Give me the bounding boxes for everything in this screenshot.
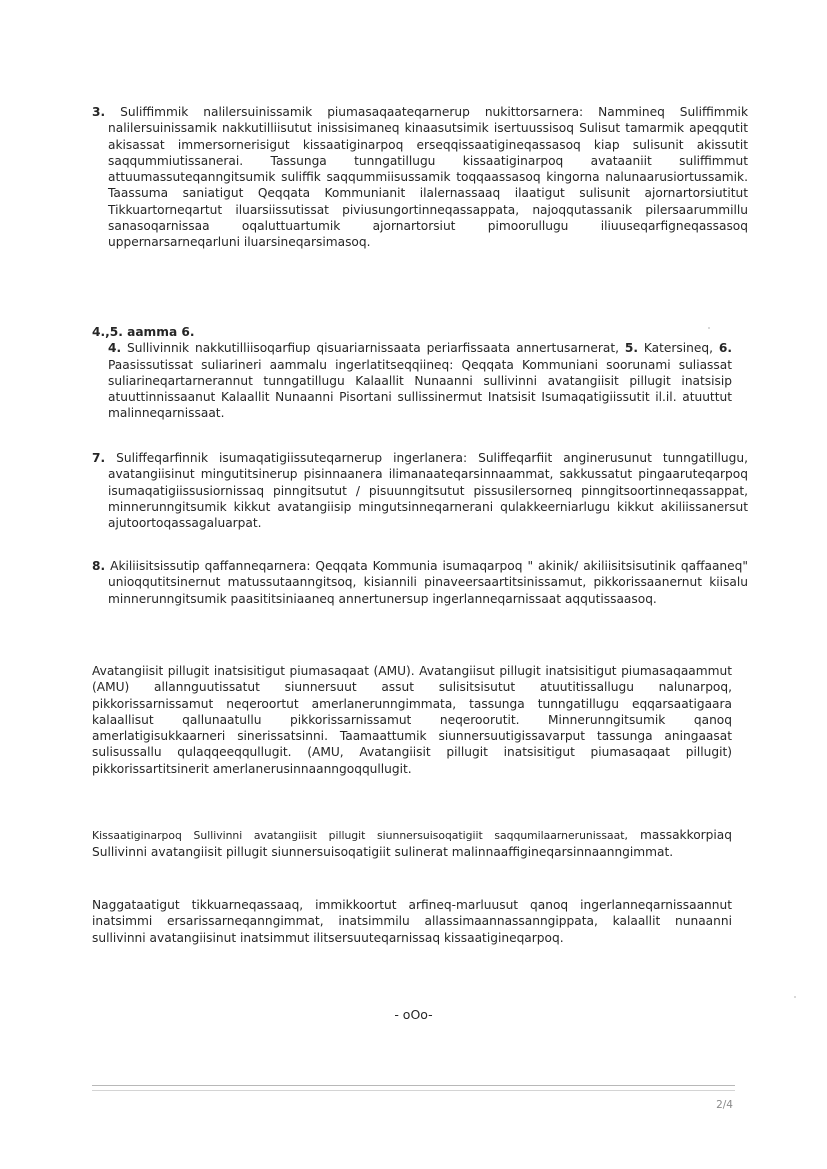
item-8-text: Akiliisitsissutip qaffanneqarnera: Qeqqata Kommunia isumaqarpoq " akinik/ akiliisitsisutinik qaffaaneq" unioqqutitsinernut matussutaanngitsoq, kisiannili pinaveersaartitsinissamut, pikkorissaanernut kiisalu minnerunngitsumik paasititsiniaaneq annertunersup ingerlanneqarnissaat aqqutissaasoq. <box>108 559 748 606</box>
footer-rule <box>92 1085 735 1086</box>
council-wish-lead: Kissaatiginarpoq Sullivinni avatangiisit pillugit siunnersuisoqatigiit saqqumilaarnerunissaat, <box>92 829 628 842</box>
item-7 <box>92 450 748 531</box>
items-4-5-6 <box>92 324 732 422</box>
item-8 <box>92 558 748 607</box>
items-4-5-6-body <box>92 340 732 421</box>
item-5-number: 5. <box>624 341 639 356</box>
council-wish-paragraph <box>92 827 732 861</box>
item-6-text: Paasissutissat suliarineri aammalu ingerlatitseqqiineq: Qeqqata Kommuniani soorunami suliassat suliarineqartarnerannut tunngatillugu Kalaallit Nunaanni sullivinni avatangiisit pillugit inatsisip atuuttinnissaanut Kalaallit Nunaanni Pisortani sullissinermut Inatsisit Isumaqatigiissutit il.il. atuuttut malinneqarnissaat. <box>108 357 732 421</box>
scan-speck <box>794 996 796 998</box>
item-7-text: Suliffeqarfinnik isumaqatigiissuteqarnerup ingerlanera: Suliffeqarfiit anginerusunut tunngatillugu, avatangiisinut mingutitsinerup pisinnaanera ilimanaateqarsinnaammat, sakkussatut pingaaruteqarpoq isumaqatigiissusiornissaq pinngitsutut / pisuunngitsutut pissusilersorneq pinngitsoortinneqassappat, minnerunngitsumik kikkut avatangiisip mingutsinneqarnerani qulakkeerniarlugu kikkut akiliissanersut ajutoortoqassagaluarpat. <box>108 451 748 531</box>
item-3-text: Suliffimmik nalilersuinissamik piumasaqaateqarnerup nukittorsarnera: Nammineq Suliffimmik nalilersuinissamik nakkutilliisutut inissisimaneq kinaasutsimik isertuussisoq Sulisut tamarmik apeqqutit akisassat immersornerisigut kissaatiginarpoq erseqqissaatigineqassasoq kiap sulisunit akissutit saqqummiutissanerai. Tassunga tunngatillugu kissaatiginarpoq avataaniit suliffimmut attuumassuteqanngitsumik suliffik saqqummiisussamik toqqaassasoq kingorna nalunaarusiortussamik. Taassuma saniatigut Qeqqata Kommunianit ilalernassaaq ilaatigut sulisunit ajornartorsiutitut Tikkuartorneqartut iluarsiissutissat piviusungortinneqassappata, najoqqutassanik pilersaarummillu sanasoqarnissaa oqaluttuartumik ajornartorsiut pimoorullugu iliuuseqarfigneqassasoq uppernarsarneqarluni iluarsineqarsimasoq. <box>108 105 748 250</box>
page-number: 2/4 <box>716 1099 733 1111</box>
item-8-number: 8. <box>92 559 106 573</box>
amu-paragraph <box>92 663 732 777</box>
amu-paragraph-text: Avatangiisit pillugit inatsisitigut piumasaqaat (AMU). Avatangiisut pillugit inatsisitigut piumasaqaammut (AMU) allannguutissatut siunnersuut assut sulisitsisutut atuutitissallugu nalunarpoq, pikkorissarnissamut neqeroortut amerlanerunngimmata, tassunga tunngatillugu eqqarsaatigaara kalaallisut qallunaatullu pikkorissarnissamut neqeroorutit. Minnerunngitsumik qanoq amerlatigisukkaarneri sinerissatsinni. Taamaattumik siunnersuutigissavarput tassunga aningaasat sulisussallu qulaqqeeqqullugit. (AMU, Avatangiisit pillugit inatsisitigut piumasaqaat pillugit) pikkorissartitsinerit amerlanerusinnaanngoqqullugit. <box>92 664 732 776</box>
item-7-number: 7. <box>92 451 106 465</box>
item-3 <box>92 104 748 251</box>
closing-paragraph <box>92 897 732 946</box>
items-4-5-6-heading: 4.,5. aamma 6. <box>92 325 195 339</box>
item-3-number: 3. <box>92 105 106 119</box>
council-wish-rest: massakkorpiaq Sullivinni avatangiisit pillugit siunnersuisoqatigiit sulinerat malinnaaffigineqarsinnaanngimmat. <box>92 828 733 860</box>
item-5-text: Katersineq, <box>638 341 719 356</box>
scan-speck <box>708 327 710 329</box>
closing-paragraph-text: Naggataatigut tikkuarneqassaaq, immikkoortut arfineq-marluusut qanoq ingerlanneqarnissaannut inatsimmi ersarissarneqanngimmat, inatsimmilu allassimaannassanngippata, kalaallit nunaanni sullivinni avatangiisinut inatsimmut ilitsersuuteqarnissaq kissaatigineqarpoq. <box>92 898 732 945</box>
item-6-number: 6. <box>718 341 732 356</box>
item-4-text: Sullivinnik nakkutilliisoqarfiup qisuariarnissaata periarfissaata annertusarnerat, <box>121 341 625 356</box>
end-ornament: - oOo- <box>394 1007 433 1022</box>
item-4-number: 4. <box>108 341 122 356</box>
footer-rule-secondary <box>92 1090 735 1091</box>
